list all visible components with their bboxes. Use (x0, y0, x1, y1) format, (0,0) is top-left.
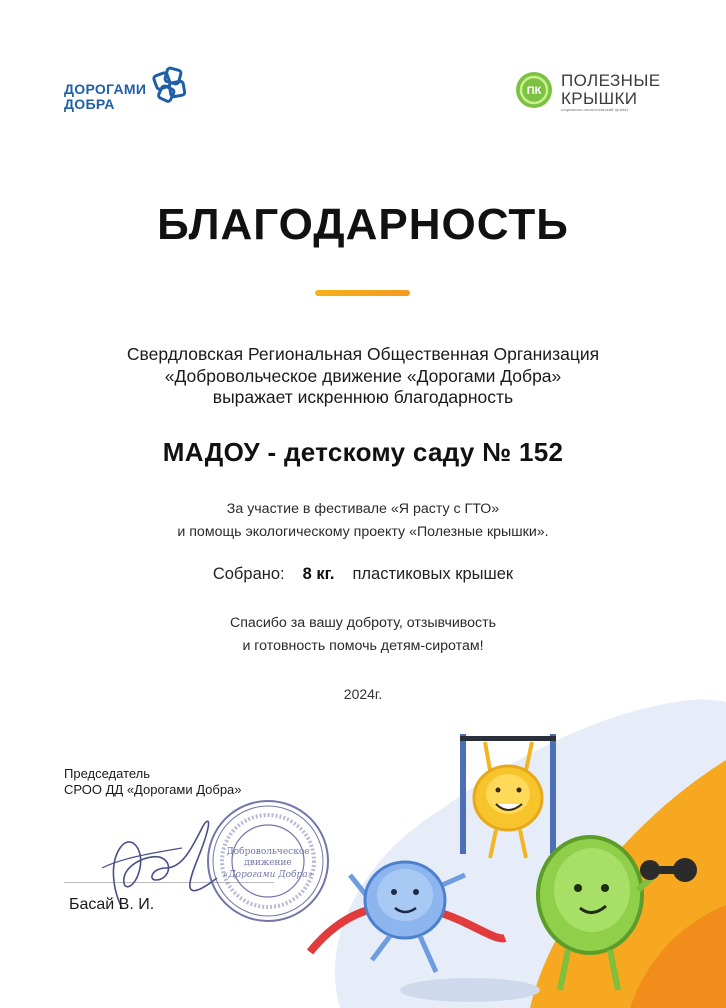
collected-label: Собрано: (212, 565, 285, 583)
signatory-name: Басай В. И. (69, 896, 155, 913)
bar-post-left (460, 734, 466, 854)
organization-line3: выражает искреннюю благодарность (212, 387, 514, 407)
thanks-block (0, 612, 726, 658)
bar-crossbar (460, 736, 556, 741)
collected-amount: 8 кг. (302, 565, 335, 583)
thanks-line2: и готовность помочь детям-сиротам! (242, 638, 484, 654)
dorogami-dobra-logo-text (64, 82, 146, 112)
recipient-name: МАДОУ - детскому саду № 152 (162, 437, 564, 467)
organization-block (0, 344, 726, 409)
reason-block (0, 498, 726, 544)
stamp-line1: Добровольческое (226, 847, 310, 857)
reason-line2: и помощь экологическому проекту «Полезные крышки». (177, 524, 549, 540)
organization-line1: Свердловская Региональная Общественная Организация (126, 344, 600, 364)
dorogami-dobra-logo-icon (150, 66, 194, 106)
signatory-position (64, 766, 242, 798)
thanks-line1: Спасибо за вашу доброту, отзывчивость (229, 615, 497, 631)
logo-badge-text: ПК (526, 85, 542, 97)
stamp-line2: движение (244, 858, 292, 868)
reason-line1: За участие в фестивале «Я расту с ГТО» (226, 501, 500, 517)
poleznye-kryshki-logo-icon (514, 70, 554, 110)
collected-row (0, 565, 726, 584)
organization-line2: «Добровольческое движение «Дорогами Добра» (164, 365, 562, 386)
logo-right-line1: ПОЛЕЗНЫЕ (561, 71, 661, 90)
logo-left-line1: ДОРОГАМИ (64, 81, 147, 97)
collected-item: пластиковых крышек (352, 565, 514, 583)
bar-post-right (550, 734, 556, 854)
stamp-line3: «Дорогами Добра» (222, 870, 314, 880)
logo-right-line2: КРЫШКИ (561, 89, 638, 108)
mascots-illustration (300, 690, 726, 1008)
logo-left-line2: ДОБРА (64, 96, 115, 112)
floor-shadow (400, 978, 540, 1002)
year: 2024г. (343, 686, 383, 702)
organization-stamp (203, 796, 333, 926)
poleznye-kryshki-logo-text (561, 72, 661, 108)
logo-right-subtitle: социально-экологический проект (561, 107, 629, 112)
signatory-position-line2: СРОО ДД «Дорогами Добра» (64, 782, 242, 797)
certificate-title: БЛАГОДАРНОСТЬ (157, 200, 569, 249)
title-divider (315, 290, 410, 296)
signatory-position-line1: Председатель (64, 766, 151, 781)
